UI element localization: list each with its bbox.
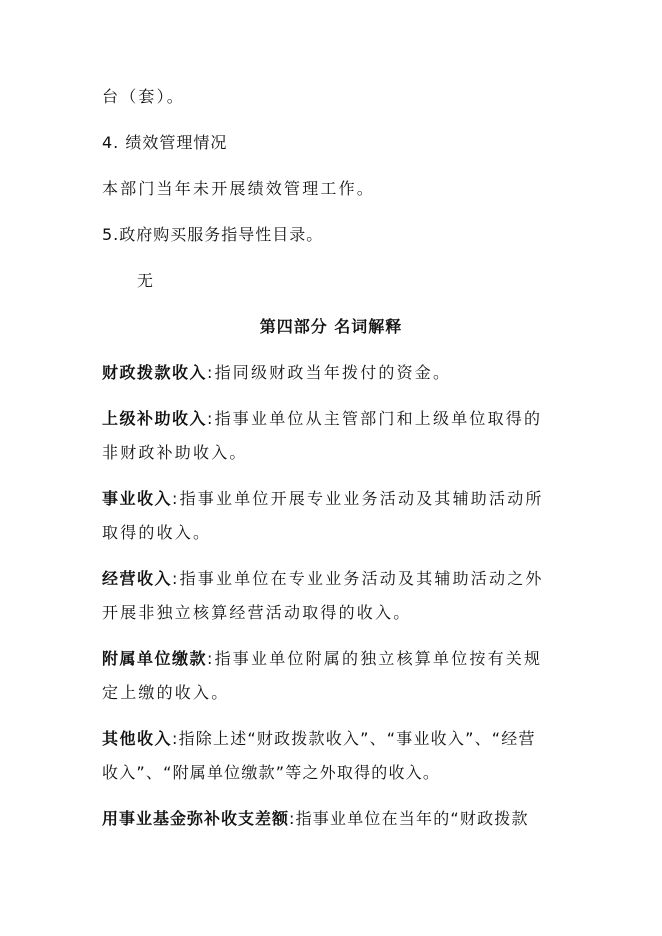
definition-text-cont: 定上缴的收入。 bbox=[102, 683, 230, 702]
definition-text-cont: 收入”、“附属单位缴款”等之外取得的收入。 bbox=[102, 763, 441, 782]
definition-text-cont: 开展非独立核算经营活动取得的收入。 bbox=[102, 603, 412, 622]
definition-term: 上级补助收入 bbox=[102, 409, 208, 428]
definition-term: 附属单位缴款 bbox=[102, 649, 208, 668]
definition-text-cont: 取得的收入。 bbox=[102, 523, 212, 542]
definition-item bbox=[102, 808, 529, 830]
definition-text: :指事业单位在当年的“财政拨款 bbox=[289, 809, 529, 828]
item-4-body: 本部门当年未开展绩效管理工作。 bbox=[102, 179, 376, 198]
definition-term: 用事业基金弥补收支差额 bbox=[102, 809, 290, 828]
definition-term: 事业收入 bbox=[102, 489, 173, 508]
definition-item bbox=[102, 648, 542, 670]
item-4-heading: 4. 绩效管理情况 bbox=[102, 133, 228, 152]
definition-item bbox=[102, 408, 542, 430]
definition-text: :指事业单位附属的独立核算单位按有关规 bbox=[207, 649, 543, 668]
definition-text: :指事业单位在专业业务活动及其辅助活动之外 bbox=[172, 569, 544, 588]
section-heading: 第四部分 名词解释 bbox=[259, 317, 403, 336]
definition-item bbox=[102, 728, 536, 750]
definition-item bbox=[102, 362, 451, 384]
definition-text-cont: 非财政补助收入。 bbox=[102, 443, 248, 462]
definition-term: 经营收入 bbox=[102, 569, 173, 588]
definition-text: :指事业单位开展专业业务活动及其辅助活动所 bbox=[172, 489, 544, 508]
definition-term: 财政拨款收入 bbox=[102, 363, 208, 382]
definition-item bbox=[102, 488, 544, 510]
continuation-line: 台（套）。 bbox=[102, 87, 186, 106]
item-5-body: 无 bbox=[137, 271, 156, 290]
definition-term: 其他收入 bbox=[102, 729, 173, 748]
definition-text: :指除上述“财政拨款收入”、“事业收入”、“经营 bbox=[172, 729, 536, 748]
definition-text: :指同级财政当年拨付的资金。 bbox=[207, 363, 452, 382]
definition-item bbox=[102, 568, 544, 590]
definition-text: :指事业单位从主管部门和上级单位取得的 bbox=[207, 409, 543, 428]
item-5-heading: 5.政府购买服务指导性目录。 bbox=[102, 225, 324, 244]
